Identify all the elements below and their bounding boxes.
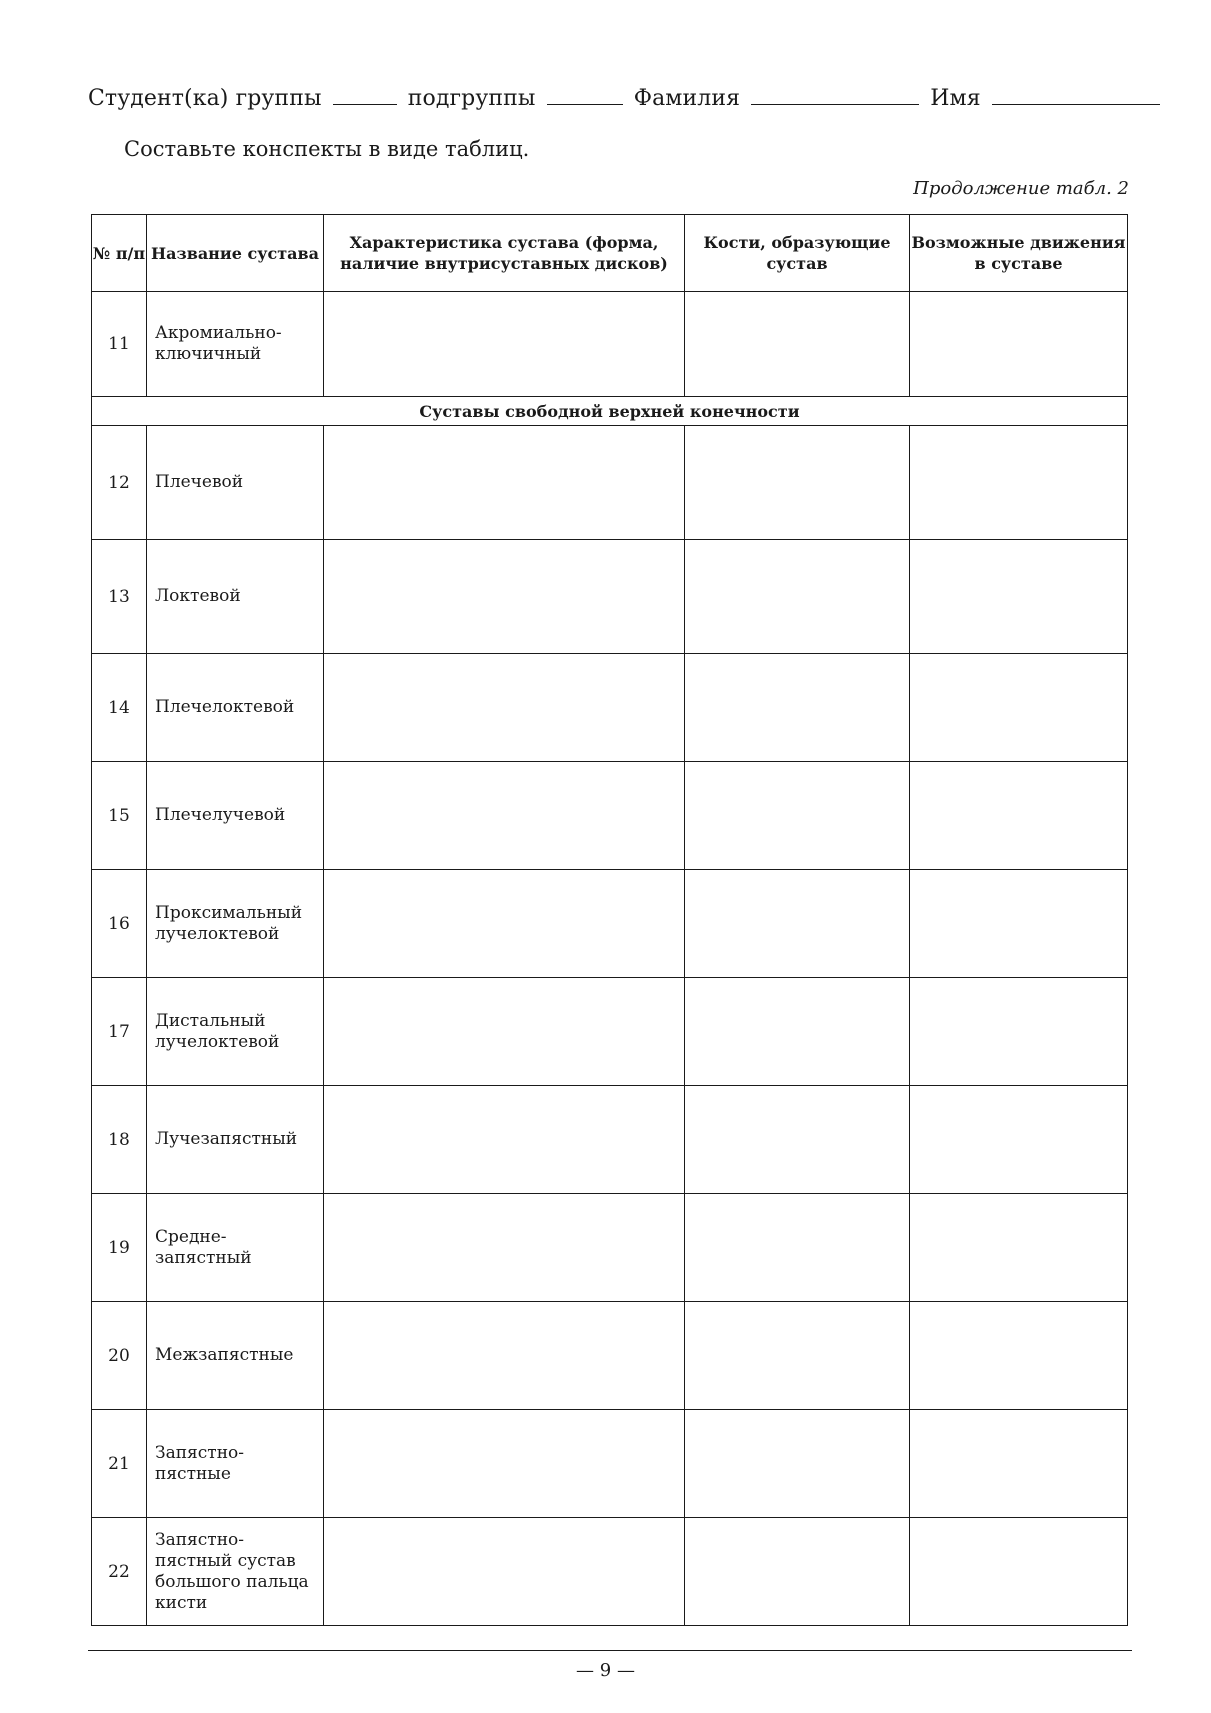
joint-name: Акромиально-ключичный (147, 292, 324, 397)
table-row (92, 978, 1128, 1086)
table-row (92, 654, 1128, 762)
characteristics-cell[interactable] (324, 292, 685, 397)
joint-name: Межзапястные (147, 1302, 324, 1410)
row-number: 22 (92, 1518, 147, 1626)
page-number: — 9 — (576, 1660, 635, 1681)
subgroup-label: подгруппы (407, 86, 536, 111)
joint-name: Локтевой (147, 540, 324, 654)
joint-name: Запястно-пястный сустав большого пальца кисти (147, 1518, 324, 1626)
footer-divider (88, 1650, 1132, 1651)
student-group-label: Студент(ка) группы (88, 86, 322, 111)
table-row (92, 540, 1128, 654)
table-row (92, 1086, 1128, 1194)
joint-name: Плечелучевой (147, 762, 324, 870)
header-movements: Возможные движения в суставе (910, 215, 1128, 292)
table-row (92, 292, 1128, 397)
surname-label: Фамилия (633, 86, 741, 111)
movements-cell[interactable] (910, 654, 1128, 762)
movements-cell[interactable] (910, 762, 1128, 870)
row-number: 17 (92, 978, 147, 1086)
movements-cell[interactable] (910, 426, 1128, 540)
subgroup-blank-field[interactable] (547, 88, 623, 105)
table-header-row (92, 215, 1128, 292)
characteristics-cell[interactable] (324, 426, 685, 540)
bones-cell[interactable] (685, 1086, 910, 1194)
joints-table (91, 214, 1127, 1626)
characteristics-cell[interactable] (324, 1302, 685, 1410)
bones-cell[interactable] (685, 978, 910, 1086)
movements-cell[interactable] (910, 1410, 1128, 1518)
row-number: 13 (92, 540, 147, 654)
table-continuation-note: Продолжение табл. 2 (913, 178, 1129, 199)
characteristics-cell[interactable] (324, 1410, 685, 1518)
bones-cell[interactable] (685, 292, 910, 397)
characteristics-cell[interactable] (324, 1086, 685, 1194)
movements-cell[interactable] (910, 1302, 1128, 1410)
bones-cell[interactable] (685, 1302, 910, 1410)
movements-cell[interactable] (910, 1086, 1128, 1194)
bones-cell[interactable] (685, 762, 910, 870)
movements-cell[interactable] (910, 292, 1128, 397)
header-num: № п/п (92, 215, 147, 292)
section-title: Суставы свободной верхней конечности (92, 397, 1128, 426)
characteristics-cell[interactable] (324, 978, 685, 1086)
bones-cell[interactable] (685, 1410, 910, 1518)
row-number: 12 (92, 426, 147, 540)
student-info-line (88, 86, 1128, 111)
row-number: 15 (92, 762, 147, 870)
joint-name: Проксимальный лучелоктевой (147, 870, 324, 978)
movements-cell[interactable] (910, 1194, 1128, 1302)
row-number: 20 (92, 1302, 147, 1410)
bones-cell[interactable] (685, 870, 910, 978)
table-row (92, 1518, 1128, 1626)
movements-cell[interactable] (910, 1518, 1128, 1626)
bones-cell[interactable] (685, 1518, 910, 1626)
header-joint-name: Название сустава (147, 215, 324, 292)
joint-name: Лучезапястный (147, 1086, 324, 1194)
bones-cell[interactable] (685, 1194, 910, 1302)
table-row (92, 1410, 1128, 1518)
bones-cell[interactable] (685, 540, 910, 654)
movements-cell[interactable] (910, 870, 1128, 978)
characteristics-cell[interactable] (324, 762, 685, 870)
instruction-text: Составьте конспекты в виде таблиц. (124, 137, 530, 161)
surname-blank-field[interactable] (751, 88, 919, 105)
movements-cell[interactable] (910, 978, 1128, 1086)
joint-name: Плечевой (147, 426, 324, 540)
characteristics-cell[interactable] (324, 654, 685, 762)
table-row (92, 426, 1128, 540)
group-blank-field[interactable] (333, 88, 397, 105)
movements-cell[interactable] (910, 540, 1128, 654)
table-row (92, 762, 1128, 870)
characteristics-cell[interactable] (324, 540, 685, 654)
bones-cell[interactable] (685, 426, 910, 540)
joint-name: Запястно-пястные (147, 1410, 324, 1518)
name-label: Имя (930, 86, 981, 111)
table-row (92, 1194, 1128, 1302)
row-number: 19 (92, 1194, 147, 1302)
row-number: 11 (92, 292, 147, 397)
header-characteristics: Характеристика сустава (форма, наличие внутрисуставных дисков) (324, 215, 685, 292)
section-row (92, 397, 1128, 426)
joint-name: Средне-запястный (147, 1194, 324, 1302)
row-number: 16 (92, 870, 147, 978)
table-row (92, 870, 1128, 978)
table-row (92, 1302, 1128, 1410)
row-number: 14 (92, 654, 147, 762)
joint-name: Дистальный лучелоктевой (147, 978, 324, 1086)
name-blank-field[interactable] (992, 88, 1160, 105)
row-number: 18 (92, 1086, 147, 1194)
row-number: 21 (92, 1410, 147, 1518)
characteristics-cell[interactable] (324, 1518, 685, 1626)
characteristics-cell[interactable] (324, 870, 685, 978)
header-bones: Кости, образующие сустав (685, 215, 910, 292)
bones-cell[interactable] (685, 654, 910, 762)
joint-name: Плечелоктевой (147, 654, 324, 762)
characteristics-cell[interactable] (324, 1194, 685, 1302)
